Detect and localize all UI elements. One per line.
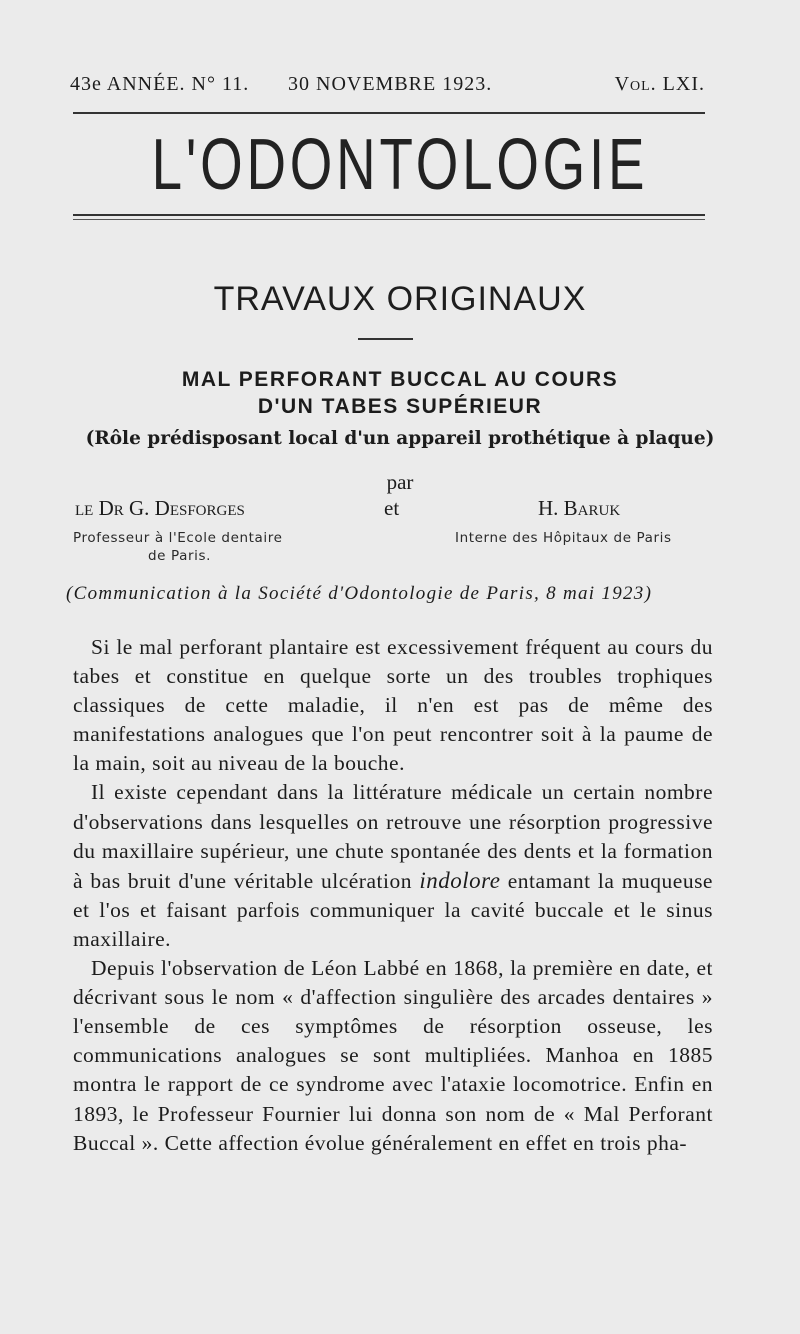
- section-divider: [358, 338, 413, 340]
- article-title-line-2: D'UN TABES SUPÉRIEUR: [257, 395, 543, 418]
- running-header: [70, 73, 705, 103]
- author-baruk: H. Baruk: [538, 496, 621, 520]
- author-conjunction: et: [384, 496, 400, 520]
- paragraph-2-end: entamant la muqueuse et l'os et faisant parfois communiquer la cavité buccale et le sinus maxillaire.: [73, 868, 713, 951]
- article-title: [0, 366, 800, 420]
- issue-date: 30 NOVEMBRE 1923.: [288, 73, 493, 95]
- article-subtitle: (Rôle prédisposant local d'un appareil prothétique à plaque): [85, 428, 715, 449]
- article-title-line-1: MAL PERFORANT BUCCAL AU COURS: [181, 368, 619, 391]
- issue-number: 43e ANNÉE. N° 11.: [70, 73, 250, 95]
- emphasis-indolore: indolore: [419, 867, 501, 893]
- masthead-rule-thick: [73, 214, 705, 216]
- section-title: TRAVAUX ORIGINAUX: [213, 280, 587, 318]
- paragraph-2: [73, 778, 713, 954]
- affiliation-desforges-line-2: de Paris.: [148, 548, 211, 564]
- byline-par: par: [386, 470, 414, 494]
- article-body: [73, 633, 713, 1158]
- communication-note: (Communication à la Société d'Odontologie de Paris, 8 mai 1923): [66, 583, 653, 604]
- paragraph-1: Si le mal perforant plantaire est excessivement fréquent au cours du tabes et constitue en quelque sorte un des troubles trophiques classiques de cette maladie, il n'en est pas de même des manifestations analogues que l'on peut rencontrer soit à la paume de la main, soit au niveau de la bouche.: [73, 635, 713, 776]
- paragraph-3: Depuis l'observation de Léon Labbé en 1868, la première en date, et décrivant sous le nom « d'affection singulière des arcades dentaires » l'ensemble de ces symptômes de résorption osseuse, les communications analogues se sont multipliées. Manhoa en 1885 montra le rapport de ce syndrome avec l'ataxie locomotrice. Enfin en 1893, le Professeur Fournier lui donna son nom de « Mal Perforant Buccal ». Cette affection évolue généralement en effet en trois pha-: [73, 956, 713, 1155]
- journal-masthead: L'ODONTOLOGIE: [151, 125, 649, 205]
- masthead-rule-thin: [73, 219, 705, 220]
- author-desforges: le Dr G. Desforges: [75, 496, 245, 520]
- affiliation-desforges-line-1: Professeur à l'Ecole dentaire: [73, 530, 283, 546]
- paragraph-2-start: Il existe cependant dans la littérature médicale un certain nombre d'observations dans lesquelles on retrouve une résorption progressive du maxillaire supérieur, une chute spontanée des dents et la formation à bas bruit d'une véritable ulcération: [73, 780, 713, 893]
- affiliation-baruk: Interne des Hôpitaux de Paris: [455, 530, 672, 546]
- volume-number: Vol. LXI.: [614, 73, 705, 95]
- affiliation-desforges: [73, 529, 333, 565]
- header-rule: [73, 112, 705, 114]
